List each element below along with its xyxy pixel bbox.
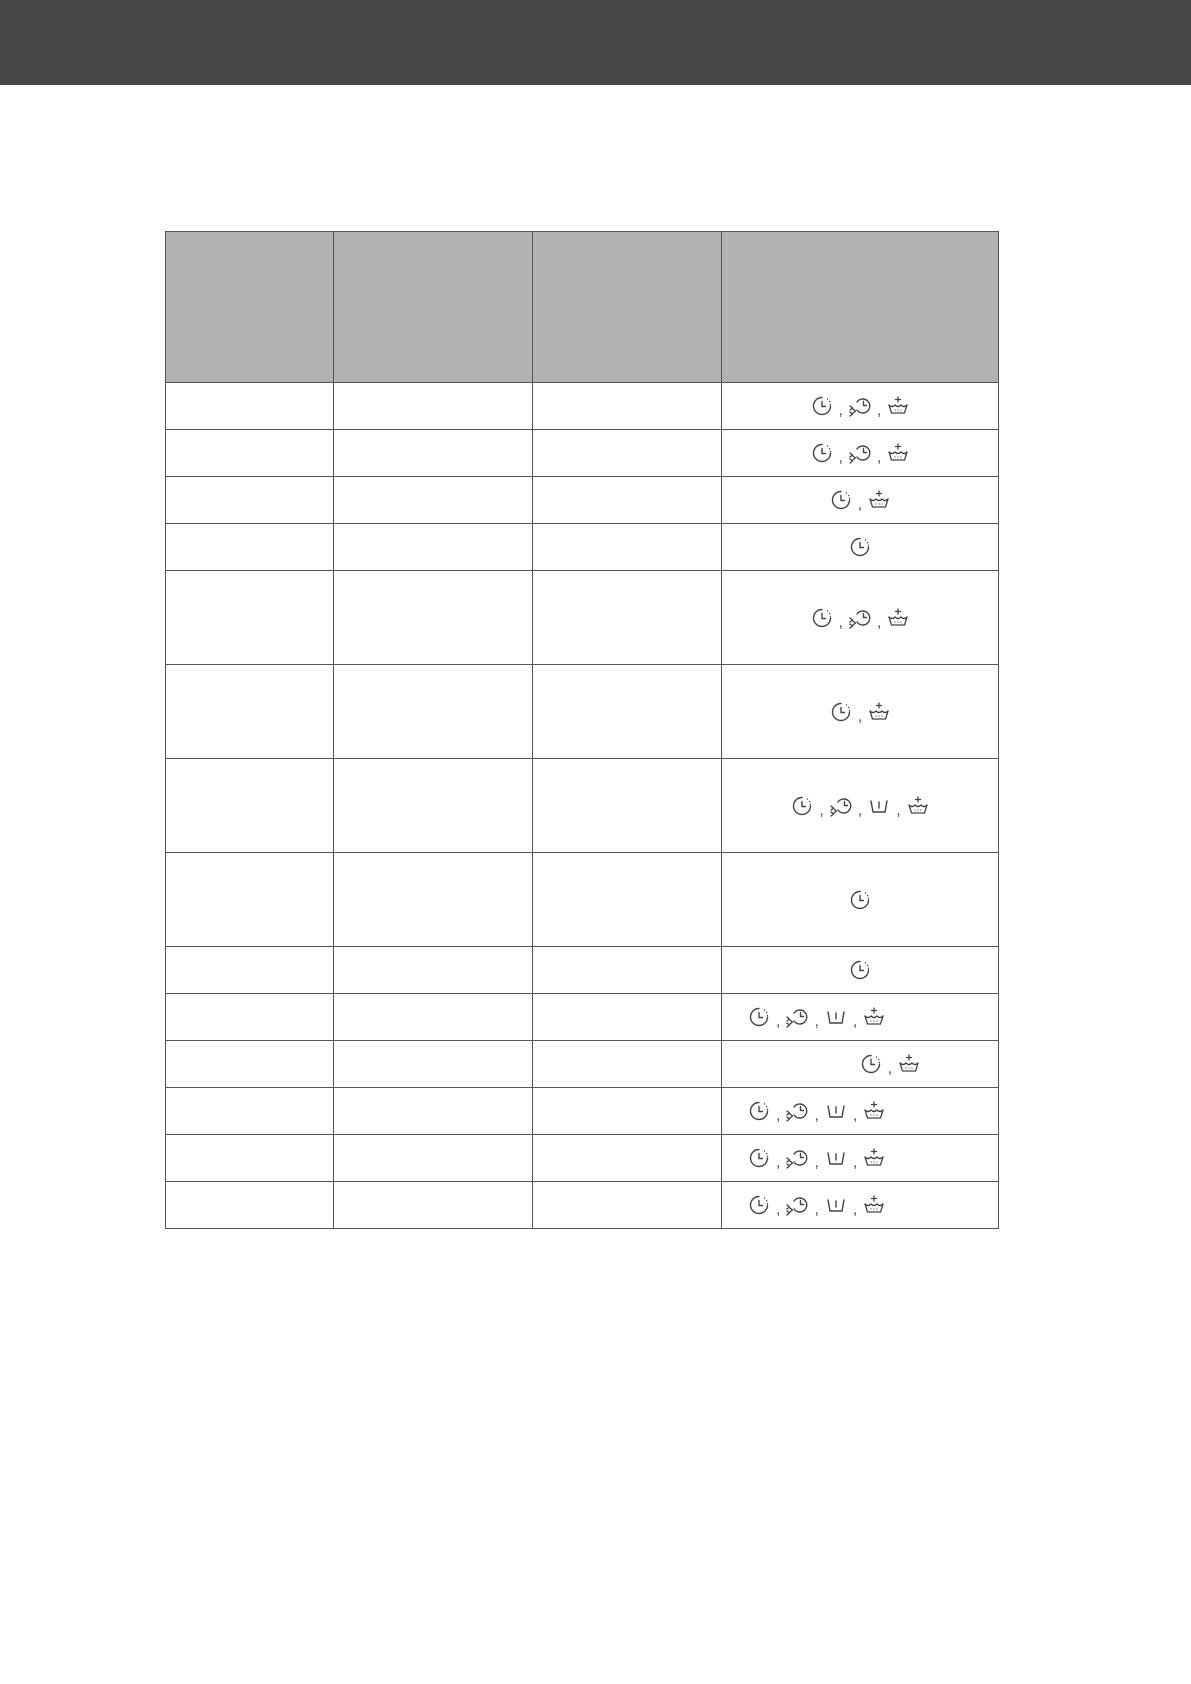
program-options-table: [165, 231, 999, 1229]
option-icons: [722, 1193, 998, 1217]
table-cell: [334, 1182, 533, 1229]
option-icons: [722, 535, 998, 559]
table-cell: [533, 477, 722, 524]
table-cell: [166, 524, 334, 571]
extra-rinse-icon: [824, 1146, 848, 1170]
option-icons: [722, 606, 998, 630]
icon-separator: ,: [814, 1013, 819, 1030]
table-cell: [166, 853, 334, 947]
table-cell: [334, 1041, 533, 1088]
table-row: [166, 1041, 999, 1088]
icon-separator: ,: [852, 1154, 858, 1171]
options-cell: [722, 853, 999, 947]
table-cell: [334, 383, 533, 430]
icon-separator: ,: [857, 496, 863, 513]
table-cell: [533, 524, 722, 571]
table-cell: [166, 1182, 334, 1229]
prewash-icon: [867, 488, 891, 512]
icon-separator: ,: [877, 402, 882, 419]
icon-separator: ,: [819, 801, 824, 819]
icon-separator: ,: [857, 707, 863, 725]
table-cell: [533, 1088, 722, 1135]
table-cell: [334, 571, 533, 665]
option-icons: [722, 441, 998, 465]
options-cell: [722, 947, 999, 994]
time-saver-icon: [785, 1193, 809, 1217]
prewash-icon: [886, 606, 910, 630]
table-cell: [166, 1041, 334, 1088]
prewash-icon: [897, 1052, 921, 1076]
table-row: [166, 947, 999, 994]
option-icons: [722, 794, 998, 818]
time-saver-icon: [785, 1146, 809, 1170]
time-saver-icon: [848, 441, 872, 465]
icon-separator: ,: [838, 613, 843, 631]
table-cell: [334, 477, 533, 524]
options-cell: [722, 1041, 999, 1088]
header-bar: [0, 0, 1191, 85]
header-cell-4: [722, 232, 999, 383]
table-cell: [166, 571, 334, 665]
table-row: [166, 853, 999, 947]
prewash-icon: [862, 1099, 886, 1123]
table-cell: [334, 947, 533, 994]
icon-separator: ,: [814, 1154, 819, 1171]
table-cell: [166, 1088, 334, 1135]
options-cell: [722, 383, 999, 430]
icon-separator: ,: [776, 1154, 781, 1171]
table-cell: [334, 430, 533, 477]
delay-timer-icon: [790, 794, 814, 818]
table-row: [166, 571, 999, 665]
option-icons: [722, 1099, 998, 1123]
delay-timer-icon: [829, 488, 853, 512]
table-cell: [334, 1088, 533, 1135]
table-cell: [166, 759, 334, 853]
table-row: [166, 430, 999, 477]
option-icons: [722, 1052, 998, 1076]
icon-separator: ,: [857, 801, 863, 819]
table-cell: [533, 853, 722, 947]
table-cell: [533, 383, 722, 430]
table-cell: [533, 759, 722, 853]
icon-separator: ,: [896, 801, 901, 819]
delay-timer-icon: [848, 958, 872, 982]
icon-separator: ,: [776, 1107, 781, 1124]
options-cell: [722, 1182, 999, 1229]
icon-separator: ,: [852, 1107, 858, 1124]
options-cell: [722, 571, 999, 665]
option-icons: [722, 700, 998, 724]
options-cell: [722, 665, 999, 759]
delay-timer-icon: [747, 1099, 771, 1123]
table-row: [166, 383, 999, 430]
options-cell: [722, 994, 999, 1041]
table-row: [166, 1135, 999, 1182]
delay-timer-icon: [829, 700, 853, 724]
delay-timer-icon: [859, 1052, 883, 1076]
time-saver-icon: [785, 1005, 809, 1029]
header-cell-1: [166, 232, 334, 383]
header-cell-2: [334, 232, 533, 383]
options-cell: [722, 477, 999, 524]
table-cell: [533, 1135, 722, 1182]
extra-rinse-icon: [824, 1005, 848, 1029]
extra-rinse-icon: [824, 1099, 848, 1123]
option-icons: [722, 1005, 998, 1029]
table-cell: [533, 1182, 722, 1229]
table-cell: [166, 477, 334, 524]
table-cell: [166, 383, 334, 430]
option-icons: [722, 394, 998, 418]
table-cell: [166, 947, 334, 994]
icon-separator: ,: [877, 613, 882, 631]
table-body: [166, 383, 999, 1229]
options-cell: [722, 1088, 999, 1135]
options-cell: [722, 524, 999, 571]
prewash-icon: [867, 700, 891, 724]
table-cell: [334, 994, 533, 1041]
prewash-icon: [862, 1193, 886, 1217]
prewash-icon: [906, 794, 930, 818]
table-row: [166, 665, 999, 759]
icon-separator: ,: [838, 402, 843, 419]
table-row: [166, 759, 999, 853]
table-cell: [533, 571, 722, 665]
table-cell: [166, 1135, 334, 1182]
icon-separator: ,: [887, 1060, 893, 1077]
table-cell: [533, 994, 722, 1041]
table-cell: [533, 947, 722, 994]
icon-separator: ,: [814, 1107, 819, 1124]
table-row: [166, 1088, 999, 1135]
options-cell: [722, 1135, 999, 1182]
option-icons: [722, 888, 998, 912]
option-icons: [722, 488, 998, 512]
table-row: [166, 994, 999, 1041]
table-cell: [533, 665, 722, 759]
table-header-row: [166, 232, 999, 383]
prewash-icon: [862, 1146, 886, 1170]
delay-timer-icon: [848, 888, 872, 912]
delay-timer-icon: [848, 535, 872, 559]
extra-rinse-icon: [867, 794, 891, 818]
table-row: [166, 1182, 999, 1229]
table-cell: [334, 759, 533, 853]
options-cell: [722, 759, 999, 853]
time-saver-icon: [785, 1099, 809, 1123]
table-cell: [334, 665, 533, 759]
delay-timer-icon: [810, 606, 834, 630]
time-saver-icon: [829, 794, 853, 818]
icon-separator: ,: [776, 1201, 781, 1218]
icon-separator: ,: [877, 449, 882, 466]
table-cell: [166, 994, 334, 1041]
table-cell: [533, 430, 722, 477]
table-cell: [166, 430, 334, 477]
table-cell: [334, 524, 533, 571]
icon-separator: ,: [852, 1013, 858, 1030]
header-cell-3: [533, 232, 722, 383]
icon-separator: ,: [776, 1013, 781, 1030]
prewash-icon: [886, 441, 910, 465]
prewash-icon: [862, 1005, 886, 1029]
table-cell: [334, 1135, 533, 1182]
time-saver-icon: [848, 394, 872, 418]
option-icons: [722, 958, 998, 982]
table-cell: [334, 853, 533, 947]
delay-timer-icon: [747, 1005, 771, 1029]
delay-timer-icon: [747, 1193, 771, 1217]
delay-timer-icon: [810, 394, 834, 418]
table-cell: [533, 1041, 722, 1088]
delay-timer-icon: [810, 441, 834, 465]
option-icons: [722, 1146, 998, 1170]
extra-rinse-icon: [824, 1193, 848, 1217]
table-row: [166, 477, 999, 524]
table-row: [166, 524, 999, 571]
options-cell: [722, 430, 999, 477]
icon-separator: ,: [838, 449, 843, 466]
icon-separator: ,: [852, 1201, 858, 1218]
delay-timer-icon: [747, 1146, 771, 1170]
prewash-icon: [886, 394, 910, 418]
icon-separator: ,: [814, 1201, 819, 1218]
time-saver-icon: [848, 606, 872, 630]
table-cell: [166, 665, 334, 759]
